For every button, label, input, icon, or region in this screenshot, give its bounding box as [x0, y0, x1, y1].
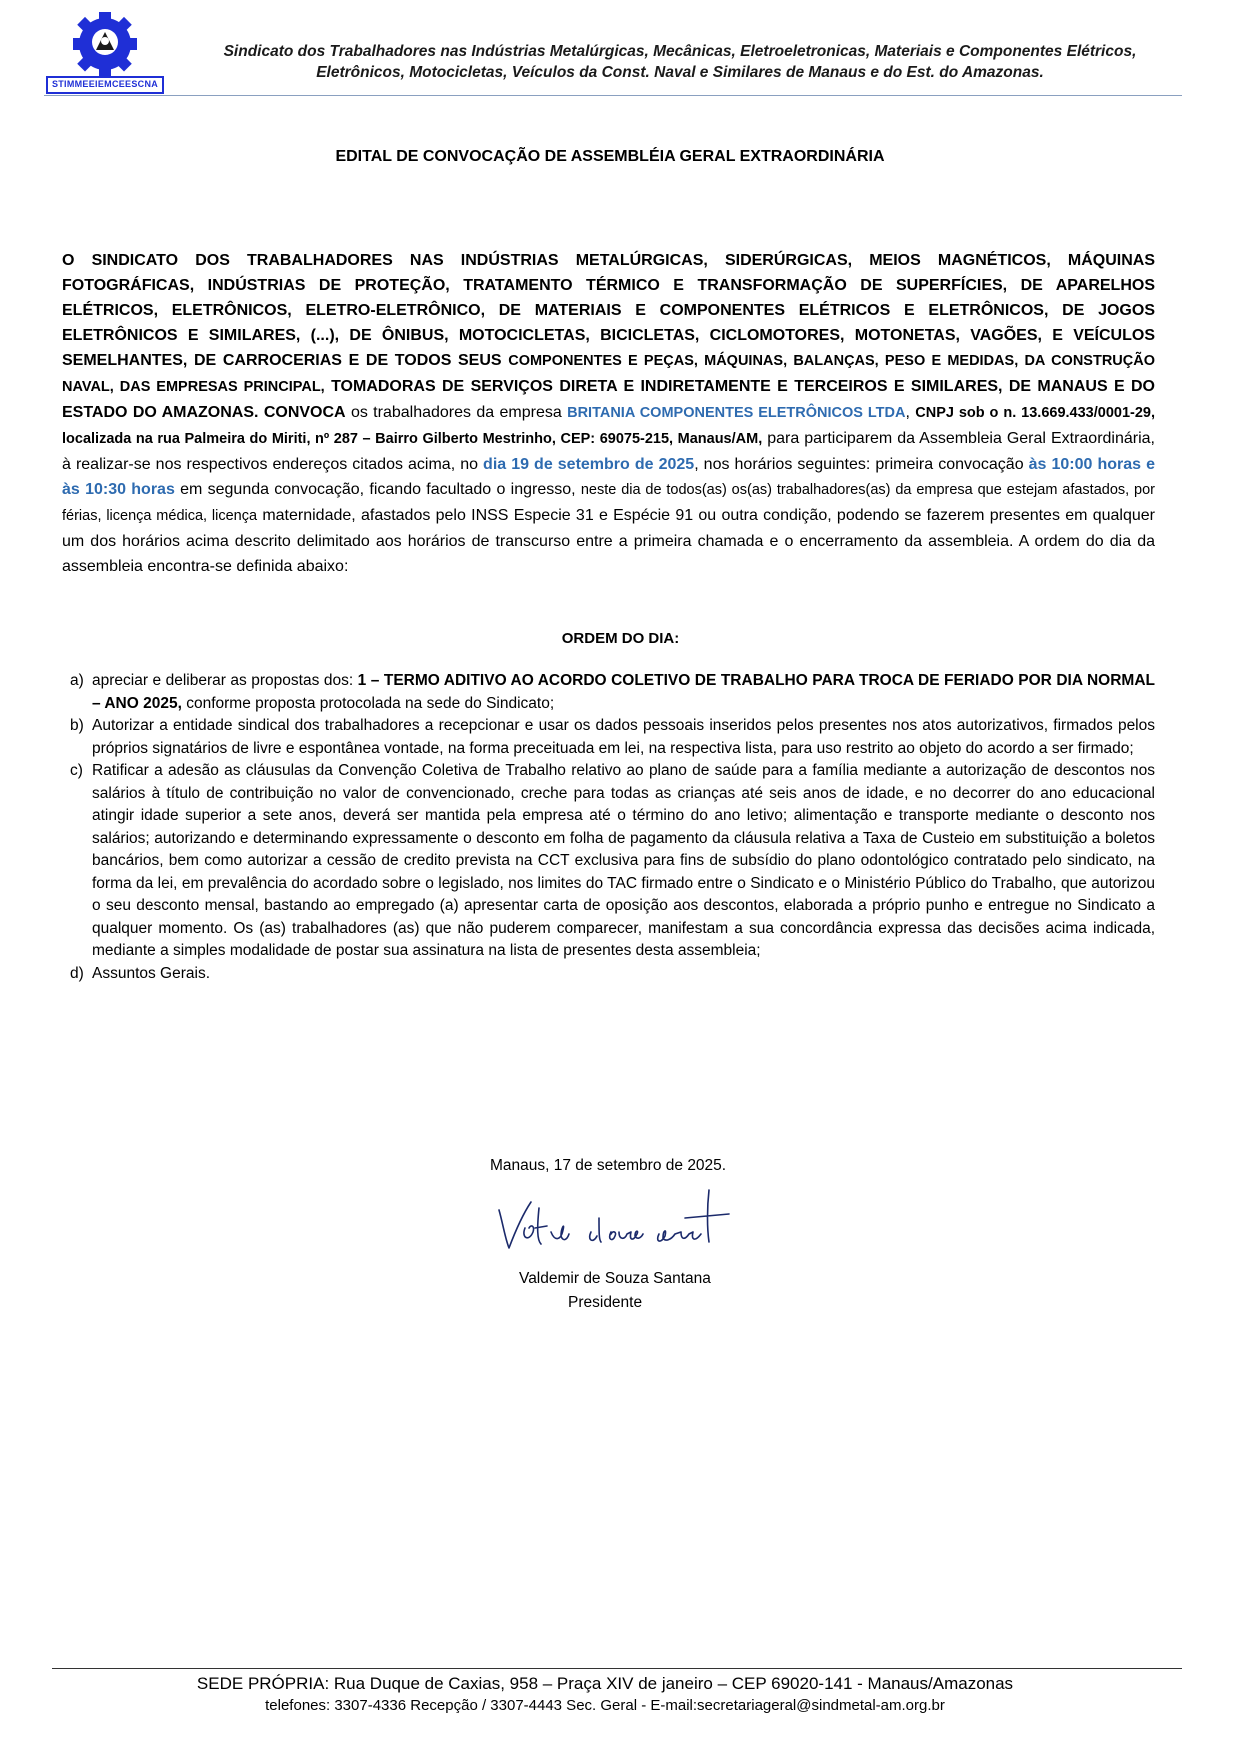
- footer-contact: telefones: 3307-4336 Recepção / 3307-4443 Sec. Geral - E-mail:secretariageral@sindmetal-am.org.br: [265, 1697, 945, 1714]
- agenda-item-a: [70, 670, 1155, 715]
- convocation-paragraph: [62, 248, 1155, 579]
- body-text-10: maternidade, afastados pelo INSS Especie 31 e Espécie 91 ou outra condição, podendo se fazerem presentes em qualquer um dos horários acima descrito delimitado aos horários de transcurso entre a primeira chamada e o encerramento da assembleia. A ordem do dia da assembleia encontra-se definida abaixo:: [62, 507, 1155, 575]
- logo-text: STIMMEEIEMCEESCNA: [51, 79, 159, 89]
- agenda-marker: c): [70, 762, 83, 779]
- header-divider: [44, 95, 1182, 96]
- header-line-2: Eletrônicos, Motocicletas, Veículos da Const. Naval e Similares de Manaus e do Est. do Amazonas.: [316, 64, 1044, 81]
- union-logo: [44, 10, 166, 96]
- document-title: EDITAL DE CONVOCAÇÃO DE ASSEMBLÉIA GERAL EXTRAORDINÁRIA: [335, 148, 885, 165]
- signatory-name: Valdemir de Souza Santana: [519, 1270, 711, 1287]
- agenda-item-text: apreciar e deliberar as propostas dos:: [92, 672, 358, 689]
- footer-address: SEDE PRÓPRIA: Rua Duque de Caxias, 958 – Praça XIV de janeiro – CEP 69020-141 - Manaus/Amazonas: [196, 1674, 1014, 1693]
- agenda-marker: a): [70, 672, 84, 689]
- body-text-8: em segunda convocação, ficando facultado o ingresso,: [174, 481, 581, 498]
- body-text-6: para participarem da Assembleia Geral Extraordinária, à realizar-se nos respectivos endereços citados acima, no: [62, 430, 1155, 473]
- place-and-date: Manaus, 17 de setembro de 2025.: [490, 1157, 727, 1174]
- convoca-word: CONVOCA: [263, 404, 346, 421]
- company-cnpj-address: CNPJ sob o n. 13.669.433/0001-29, localizada na rua Palmeira do Miriti, nº 287 – Bairro Gilberto Mestrinho, CEP: 69075-215, Manaus/AM,: [62, 405, 1155, 447]
- agenda-item-text: Ratificar a adesão as cláusulas da Convenção Coletiva de Trabalho relativo ao plano de saúde para a família mediante a autorização de descontos nos salários à título de contribuição no valor de convencionado, creche para todas as crianças até seis anos de idade, e no decorrer do ano educacional atingir idade superior a sete anos, deverá ser mantida pela empresa até o término do ano letivo; alimentação e transporte mediante o desconto nos salários; autorizando e determinando expressamente o desconto em folha de pagamento da cláusula relativa a Taxa de Custeio em substituição a boletos bancários, bem como autorizar a cessão de credito prevista na CCT exclusiva para fins de subsídio do plano odontológico contratado pelo sindicato, na forma da lei, em prevalência do acordado sobre o legislado, nos limites do TAC firmado entre o Sindicato e o Ministério Público do Trabalho, que autorizou o seu desconto mensal, bastando ao empregado (a) apresentar carta de oposição aos descontos, elaborada a próprio punho e entregue no Sindicato a qualquer momento. Os (as) trabalhadores (as) que não puderem comparecer, manifestam a sua concordância expressa das decisões acima indicada, mediante a simples modalidade de postar sua assinatura na lista de presentes desta assembleia;: [92, 762, 1155, 959]
- agenda-item-b: [70, 715, 1155, 760]
- body-text-9: neste dia de todos(as) os(as) trabalhadores(as) da empresa que estejam afastados, por férias, licença médica, licença: [62, 482, 1155, 524]
- footer-divider: [52, 1668, 1182, 1669]
- union-name-small: COMPONENTES E PEÇAS, MÁQUINAS, BALANÇAS, PESO E MEDIDAS, DA CONSTRUÇÃO NAVAL, DAS EMPRESAS PRINCIPAL,: [62, 353, 1155, 395]
- body-text-5: ,: [905, 404, 916, 421]
- agenda-title: ORDEM DO DIA:: [561, 630, 680, 647]
- agenda-list: [70, 670, 1155, 985]
- body-text-7: , nos horários seguintes: primeira convocação: [694, 456, 1029, 473]
- agenda-item-bold: 1 – TERMO ADITIVO AO ACORDO COLETIVO DE TRABALHO PARA TROCA DE FERIADO POR DIA NORMAL – ANO 2025,: [92, 672, 1155, 712]
- agenda-item-text: Autorizar a entidade sindical dos trabalhadores a recepcionar e usar os dados pessoais inseridos pelos presentes nos atos autorizativos, firmados pelos próprios signatários de livre e espontânea vontade, na forma preceituada em lei, na respectiva lista, para uso restrito ao objeto do acordo a ser firmado;: [92, 717, 1155, 757]
- assembly-date: dia 19 de setembro de 2025: [483, 456, 695, 473]
- agenda-item-text: Assuntos Gerais.: [92, 964, 211, 982]
- header-union-name: [175, 41, 1185, 83]
- agenda-marker: d): [70, 964, 84, 982]
- company-name: BRITANIA COMPONENTES ELETRÔNICOS LTDA: [567, 405, 906, 421]
- agenda-item-d: [70, 963, 1155, 986]
- agenda-item-c: [70, 760, 1155, 963]
- agenda-marker: b): [70, 717, 84, 734]
- assembly-times: às 10:00 horas e às 10:30 horas: [62, 456, 1155, 498]
- body-text-4: os trabalhadores da empresa: [345, 404, 568, 421]
- union-name-upper: O SINDICATO DOS TRABALHADORES NAS INDÚSTRIAS METALÚRGICAS, SIDERÚRGICAS, MEIOS MAGNÉTICOS, MÁQUINAS FOTOGRÁFICAS, INDÚSTRIAS DE PROTEÇÃO, TRATAMENTO TÉRMICO E TRANSFORMAÇÃO DE SUPERFÍCIES, DE APARELHOS ELÉTRICOS, ELETRÔNICOS, ELETRO-ELETRÔNICO, DE MATERIAIS E COMPONENTES ELÉTRICOS E ELETRÔNICOS, DE JOGOS ELETRÔNICOS E SIMILARES, (...), DE ÔNIBUS, MOTOCICLETAS, BICICLETAS, CICLOMOTORES, MOTONETAS, VAGÕES, E VEÍCULOS SEMELHANTES, DE CARROCERIAS E DE TODOS SEUS: [62, 252, 1155, 369]
- union-name-tail: TOMADORAS DE SERVIÇOS DIRETA E INDIRETAMENTE E TERCEIROS E SIMILARES, DE MANAUS E DO ESTADO DO AMAZONAS.: [62, 378, 1155, 421]
- signatory-role: Presidente: [568, 1294, 643, 1311]
- handwritten-signature: [495, 1188, 755, 1260]
- agenda-item-text: conforme proposta protocolada na sede do Sindicato;: [181, 694, 555, 712]
- header-line-1: Sindicato dos Trabalhadores nas Indústrias Metalúrgicas, Mecânicas, Eletroeletronicas, Materiais e Componentes Elétricos,: [223, 43, 1137, 60]
